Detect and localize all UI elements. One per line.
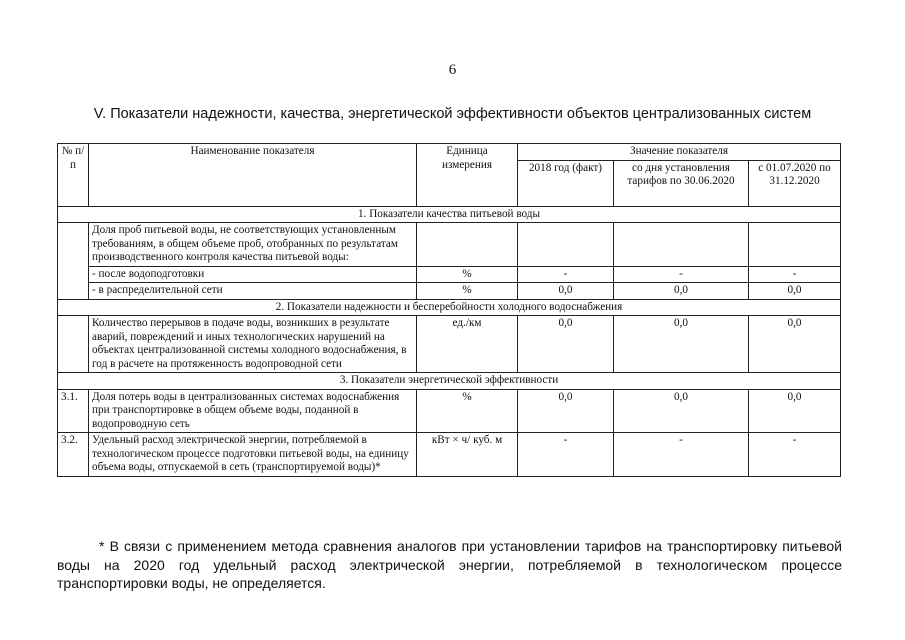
header-num: № п/п [58,144,89,207]
table-row [58,433,841,477]
indicators-table [57,143,841,477]
row-num: 3.2. [58,433,89,477]
row-unit: ед./км [417,316,518,373]
header-2020: с 01.07.2020 по 31.12.2020 [749,160,841,206]
row-value-2018: 0,0 [518,389,614,433]
section-title-1: 1. Показатели качества питьевой воды [58,206,841,223]
row-value-tariff: - [614,433,749,477]
row-unit: % [417,283,518,300]
row-unit: кВт × ч/ куб. м [417,433,518,477]
row-num [58,316,89,373]
section-title-3: 3. Показатели энергетической эффективности [58,373,841,390]
row-value-2020: 0,0 [749,389,841,433]
row-value-tariff: - [614,266,749,283]
row-num: 3.1. [58,389,89,433]
row-value-2018: 0,0 [518,316,614,373]
table-row [58,316,841,373]
header-tariff-period: со дня установления тарифов по 30.06.2020 [614,160,749,206]
table-row [58,266,841,283]
row-name: Доля потерь воды в централизованных системах водоснабжения при транспортировке в общем объеме воды, поданной в водопроводную сеть [89,389,417,433]
row-value-2020: 0,0 [749,283,841,300]
row-name: Доля проб питьевой воды, не соответствующих установленным требованиям, в общем объеме проб, отобранных по результатам производственного контроля качества питьевой воды: [89,223,417,267]
header-value-group: Значение показателя [518,144,841,161]
row-unit: % [417,266,518,283]
row-value-2020: - [749,433,841,477]
row-num [58,223,89,300]
table-row [58,283,841,300]
page-number: 6 [448,62,457,78]
row-value-tariff: 0,0 [614,283,749,300]
section-row-2 [58,299,841,316]
section-title-2: 2. Показатели надежности и бесперебойности холодного водоснабжения [58,299,841,316]
section-row-3 [58,373,841,390]
row-unit: % [417,389,518,433]
table-row [58,223,841,267]
header-name: Наименование показателя [89,144,417,207]
row-value-2018: - [518,433,614,477]
row-value-2018: - [518,266,614,283]
section-heading: V. Показатели надежности, качества, энергетической эффективности объектов централизованных систем [93,106,812,122]
section-row-1 [58,206,841,223]
row-value-tariff: 0,0 [614,389,749,433]
header-2018: 2018 год (факт) [518,160,614,206]
table-header-row [58,144,841,161]
row-name: - после водоподготовки [89,266,417,283]
row-name: Количество перерывов в подаче воды, возникших в результате аварий, повреждений и иных технологических нарушений на объектах централизованной системы холодного водоснабжения, в год в расчете на протяженность водопроводной сети [89,316,417,373]
row-value-2020: - [749,266,841,283]
table-row [58,389,841,433]
row-name: - в распределительной сети [89,283,417,300]
row-name: Удельный расход электрической энергии, потребляемой в технологическом процессе подготовки питьевой воды, на единицу объема воды, отпускаемой в сеть (транспортируемой воды)* [89,433,417,477]
header-unit: Единица измерения [417,144,518,207]
row-value-2018: 0,0 [518,283,614,300]
row-value-2020: 0,0 [749,316,841,373]
footnote: * В связи с применением метода сравнения аналогов при установлении тарифов на транспортировку питьевой воды на 2020 год удельный расход электрической энергии, потребляемой в технологическом процессе транспортировки воды, не определяется. [57,538,842,591]
row-value-tariff: 0,0 [614,316,749,373]
